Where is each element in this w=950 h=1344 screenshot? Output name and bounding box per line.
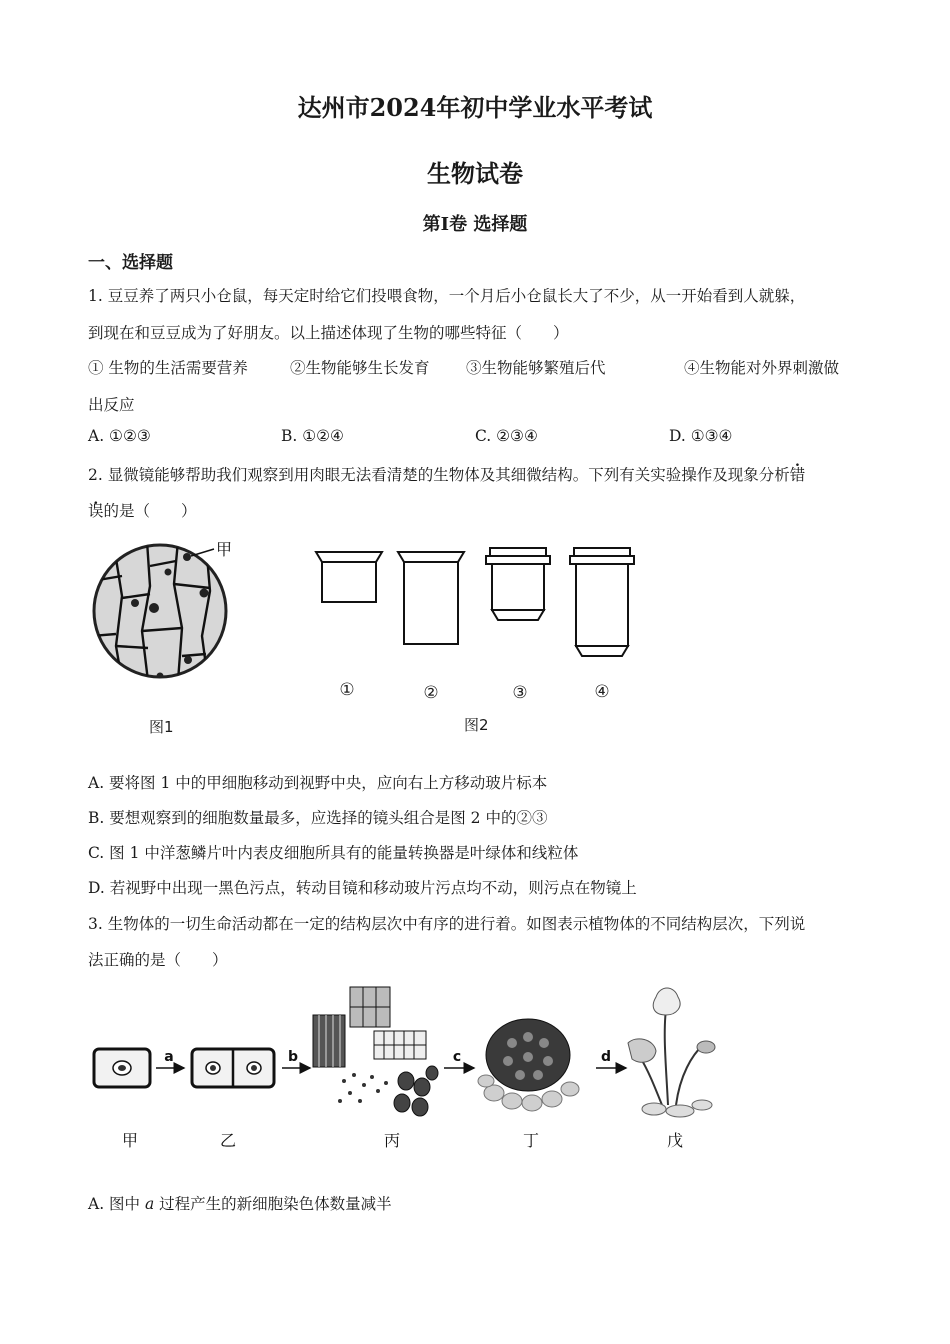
q3-option-a [88,1192,392,1214]
two-cells-icon [192,1049,274,1087]
q2-stem-line1 [88,463,805,485]
q1-stem-line1: 1. 豆豆养了两只小仓鼠，每天定时给它们投喂食物，一个月后小仓鼠长大了不少，从一开始看到人就躲， [88,287,806,305]
q2-stem-tail: 的是（ ） [103,502,197,520]
single-cell-icon [94,1049,150,1087]
q1-statement-4: ④生物能对外界刺激做 [684,359,840,377]
q3-stem-line2: 法正确的是（ ） [88,951,228,969]
plant-tissues-icon [313,987,438,1116]
q3-option-a-var: a [144,1195,155,1213]
lens-label-2: ② [423,683,439,703]
section-heading: 一、选择题 [88,253,173,273]
stage-label-wu: 戊 [666,1131,684,1150]
stage-label-yi: 乙 [219,1131,237,1150]
figure-1-microscope-view [92,536,242,684]
lotus-pod-organ-icon [478,1019,579,1111]
q2-option-d: D. 若视野中出现一黑色污点，转动目镜和移动玻片污点均不动，则污点在物镜上 [88,879,637,897]
eyepiece-short-icon [316,552,382,602]
lotus-plant-icon [628,988,715,1117]
q2-option-c: C. 图 1 中洋葱鳞片叶内表皮细胞所具有的能量转换器是叶绿体和线粒体 [88,844,579,862]
q1-option-b: B. ①②④ [281,427,344,445]
q2-option-a: A. 要将图 1 中的甲细胞移动到视野中央，应向右上方移动玻片标本 [88,774,548,792]
exam-title: 达州市2024年初中学业水平考试 [297,93,653,122]
lens-label-4: ④ [594,682,610,702]
q1-stem-line2: 到现在和豆豆成为了好朋友。以上描述体现了生物的哪些特征（ ） [88,324,569,342]
q3-stem-line1: 3. 生物体的一切生命活动都在一定的结构层次中有序的进行着。如图表示植物体的不同结构层次，下列说 [88,915,806,933]
q1-statement-2: ②生物能够生长发育 [290,359,430,377]
lens-label-1: ① [339,680,355,700]
arrow-label-a: a [164,1049,174,1065]
eyepiece-long-icon [398,552,464,644]
arrow-label-b: b [287,1049,299,1065]
stage-label-bing: 丙 [383,1131,401,1150]
objective-long-icon [570,548,634,656]
q1-option-d: D. ①③④ [669,427,733,445]
figure-1-caption: 图1 [149,718,174,736]
q1-option-a: A. ①②③ [88,427,151,445]
part-heading: 第I卷 选择题 [422,214,528,235]
figure-2-lenses [310,540,655,710]
exam-subtitle: 生物试卷 [427,159,523,188]
q2-emphasis-char-2: 误 [88,502,104,520]
lens-label-3: ③ [512,683,528,703]
arrow-label-c: c [452,1049,462,1065]
arrow-label-d: d [600,1049,612,1065]
figure-1-label-jia: 甲 [216,540,233,559]
q1-statement-4-cont: 出反应 [88,396,135,414]
q2-emphasis-char-1: 错 [789,466,806,484]
q3-option-a-text: 过程产生的新细胞染色体数量减半 [154,1195,392,1213]
objective-short-icon [486,548,550,620]
q2-stem-text: 2. 显微镜能够帮助我们观察到用肉眼无法看清楚的生物体及其细微结构。下列有关实验操作及现象分析 [88,466,790,484]
stage-label-jia: 甲 [121,1131,139,1150]
q2-stem-line2 [88,499,197,521]
figure-2-caption: 图2 [464,716,489,734]
stage-label-ding: 丁 [522,1131,540,1150]
figure-3-structure-levels [88,985,733,1160]
q3-option-a-prefix: A. 图中 [88,1195,145,1213]
q2-option-b: B. 要想观察到的细胞数量最多，应选择的镜头组合是图 2 中的②③ [88,809,548,827]
q1-option-c: C. ②③④ [475,427,538,445]
q1-statement-3: ③生物能够繁殖后代 [466,359,606,377]
q1-statement-1: ① 生物的生活需要营养 [88,359,248,377]
